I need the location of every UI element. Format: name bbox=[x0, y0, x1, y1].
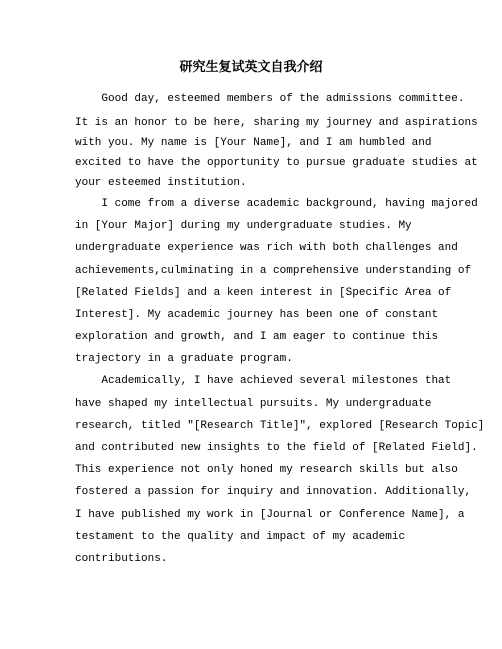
text-line: I have published my work in [Journal or Conference Name], a bbox=[75, 509, 465, 521]
text-line: contributions. bbox=[75, 553, 168, 565]
text-line: and contributed new insights to the field of [Related Field]. bbox=[75, 442, 478, 454]
text-line: excited to have the opportunity to pursue graduate studies at bbox=[75, 157, 478, 169]
text-line: Interest]. My academic journey has been one of constant bbox=[75, 309, 439, 321]
text-line: [Related Fields] and a keen interest in [Specific Area of bbox=[75, 287, 452, 299]
text-line: your esteemed institution. bbox=[75, 177, 247, 189]
text-line: fostered a passion for inquiry and innovation. Additionally, bbox=[75, 486, 472, 498]
text-line: Good day, esteemed members of the admissions committee. bbox=[75, 93, 465, 105]
text-line: undergraduate experience was rich with both challenges and bbox=[75, 242, 458, 254]
text-line: It is an honor to be here, sharing my journey and aspirations bbox=[75, 117, 478, 129]
text-line: I come from a diverse academic background, having majored bbox=[75, 198, 478, 210]
text-line: achievements,culminating in a comprehensive understanding of bbox=[75, 265, 472, 277]
text-line: have shaped my intellectual pursuits. My undergraduate bbox=[75, 398, 432, 410]
text-line: with you. My name is [Your Name], and I am humbled and bbox=[75, 137, 432, 149]
text-line: This experience not only honed my research skills but also bbox=[75, 464, 458, 476]
text-line: Academically, I have achieved several milestones that bbox=[75, 375, 452, 387]
text-line: testament to the quality and impact of my academic bbox=[75, 531, 406, 543]
text-line: trajectory in a graduate program. bbox=[75, 353, 293, 365]
text-line: in [Your Major] during my undergraduate studies. My bbox=[75, 220, 412, 232]
document-title: 研究生复试英文自我介绍 bbox=[179, 60, 323, 75]
text-line: research, titled "[Research Title]", explored [Research Topic] bbox=[75, 420, 485, 432]
text-line: exploration and growth, and I am eager to continue this bbox=[75, 331, 439, 343]
